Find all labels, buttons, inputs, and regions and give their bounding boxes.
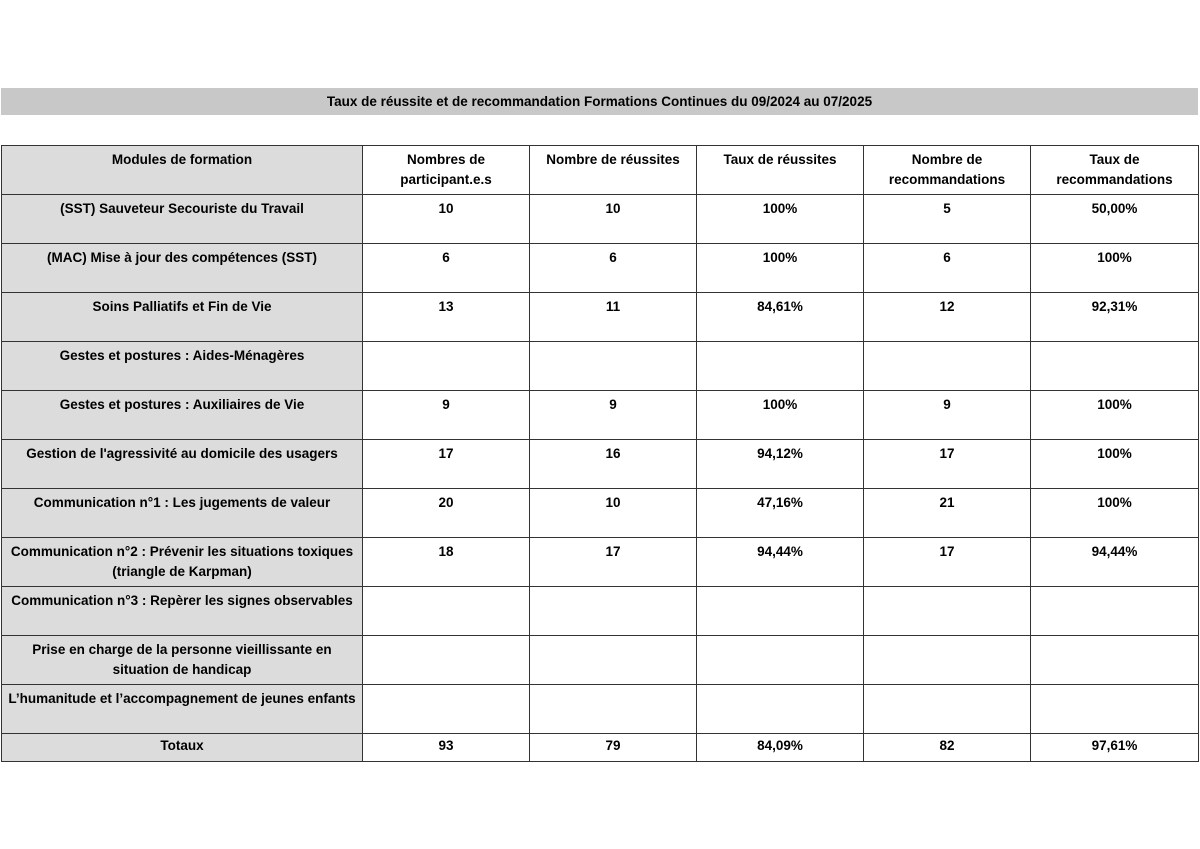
column-header-modules: Modules de formation bbox=[2, 146, 363, 195]
table-row bbox=[2, 685, 1199, 734]
recommandations-cell: 17 bbox=[864, 440, 1031, 489]
reussites-cell: 10 bbox=[530, 489, 697, 538]
column-header-participants: Nombres de participant.e.s bbox=[363, 146, 530, 195]
taux-reussites-cell bbox=[697, 636, 864, 685]
table-row bbox=[2, 195, 1199, 244]
taux-reussites-cell bbox=[697, 342, 864, 391]
reussites-cell bbox=[530, 342, 697, 391]
reussites-cell bbox=[530, 587, 697, 636]
module-name: Gestes et postures : Auxiliaires de Vie bbox=[2, 391, 363, 440]
recommandations-cell: 6 bbox=[864, 244, 1031, 293]
table-row bbox=[2, 587, 1199, 636]
reussites-cell: 9 bbox=[530, 391, 697, 440]
recommandations-cell: 9 bbox=[864, 391, 1031, 440]
reussites-cell: 17 bbox=[530, 538, 697, 587]
module-name: Communication n°2 : Prévenir les situations toxiques (triangle de Karpman) bbox=[2, 538, 363, 587]
reussites-cell bbox=[530, 636, 697, 685]
results-table bbox=[1, 145, 1199, 762]
column-header-taux-recommandations: Taux de recommandations bbox=[1031, 146, 1199, 195]
reussites-cell: 10 bbox=[530, 195, 697, 244]
total-taux-reussites: 84,09% bbox=[697, 734, 864, 762]
total-participants: 93 bbox=[363, 734, 530, 762]
taux-reussites-cell: 94,12% bbox=[697, 440, 864, 489]
table-row bbox=[2, 391, 1199, 440]
column-header-reussites: Nombre de réussites bbox=[530, 146, 697, 195]
total-reussites: 79 bbox=[530, 734, 697, 762]
module-name: (MAC) Mise à jour des compétences (SST) bbox=[2, 244, 363, 293]
participants-cell: 13 bbox=[363, 293, 530, 342]
taux-recommandations-cell: 100% bbox=[1031, 489, 1199, 538]
module-name: Communication n°1 : Les jugements de valeur bbox=[2, 489, 363, 538]
total-taux-recommandations: 97,61% bbox=[1031, 734, 1199, 762]
taux-reussites-cell bbox=[697, 685, 864, 734]
table-row bbox=[2, 489, 1199, 538]
recommandations-cell: 5 bbox=[864, 195, 1031, 244]
module-name: Soins Palliatifs et Fin de Vie bbox=[2, 293, 363, 342]
module-name: Communication n°3 : Repèrer les signes observables bbox=[2, 587, 363, 636]
taux-reussites-cell: 100% bbox=[697, 195, 864, 244]
header-row bbox=[2, 146, 1199, 195]
participants-cell: 18 bbox=[363, 538, 530, 587]
taux-recommandations-cell: 92,31% bbox=[1031, 293, 1199, 342]
table-row bbox=[2, 440, 1199, 489]
recommandations-cell: 12 bbox=[864, 293, 1031, 342]
table-row bbox=[2, 342, 1199, 391]
participants-cell: 9 bbox=[363, 391, 530, 440]
taux-reussites-cell: 100% bbox=[697, 244, 864, 293]
module-name: Gestes et postures : Aides-Ménagères bbox=[2, 342, 363, 391]
reussites-cell bbox=[530, 685, 697, 734]
recommandations-cell: 17 bbox=[864, 538, 1031, 587]
participants-cell: 17 bbox=[363, 440, 530, 489]
module-name: (SST) Sauveteur Secouriste du Travail bbox=[2, 195, 363, 244]
taux-reussites-cell: 47,16% bbox=[697, 489, 864, 538]
taux-reussites-cell: 84,61% bbox=[697, 293, 864, 342]
table-row bbox=[2, 636, 1199, 685]
recommandations-cell bbox=[864, 342, 1031, 391]
participants-cell bbox=[363, 587, 530, 636]
recommandations-cell bbox=[864, 636, 1031, 685]
reussites-cell: 16 bbox=[530, 440, 697, 489]
table-row bbox=[2, 244, 1199, 293]
totals-row bbox=[2, 734, 1199, 762]
taux-recommandations-cell: 50,00% bbox=[1031, 195, 1199, 244]
participants-cell: 20 bbox=[363, 489, 530, 538]
taux-recommandations-cell bbox=[1031, 342, 1199, 391]
totals-label: Totaux bbox=[2, 734, 363, 762]
table-row bbox=[2, 538, 1199, 587]
module-name: Gestion de l'agressivité au domicile des usagers bbox=[2, 440, 363, 489]
taux-recommandations-cell bbox=[1031, 587, 1199, 636]
recommandations-cell bbox=[864, 587, 1031, 636]
taux-recommandations-cell: 94,44% bbox=[1031, 538, 1199, 587]
participants-cell bbox=[363, 342, 530, 391]
column-header-recommandations: Nombre de recommandations bbox=[864, 146, 1031, 195]
participants-cell bbox=[363, 636, 530, 685]
taux-reussites-cell: 94,44% bbox=[697, 538, 864, 587]
total-recommandations: 82 bbox=[864, 734, 1031, 762]
table-row bbox=[2, 293, 1199, 342]
document-title: Taux de réussite et de recommandation Formations Continues du 09/2024 au 07/2025 bbox=[1, 88, 1198, 115]
taux-recommandations-cell: 100% bbox=[1031, 244, 1199, 293]
participants-cell: 6 bbox=[363, 244, 530, 293]
module-name: L’humanitude et l’accompagnement de jeunes enfants bbox=[2, 685, 363, 734]
column-header-taux-reussites: Taux de réussites bbox=[697, 146, 864, 195]
taux-reussites-cell bbox=[697, 587, 864, 636]
module-name: Prise en charge de la personne vieillissante en situation de handicap bbox=[2, 636, 363, 685]
recommandations-cell bbox=[864, 685, 1031, 734]
taux-recommandations-cell: 100% bbox=[1031, 440, 1199, 489]
recommandations-cell: 21 bbox=[864, 489, 1031, 538]
taux-recommandations-cell: 100% bbox=[1031, 391, 1199, 440]
participants-cell: 10 bbox=[363, 195, 530, 244]
reussites-cell: 6 bbox=[530, 244, 697, 293]
taux-reussites-cell: 100% bbox=[697, 391, 864, 440]
participants-cell bbox=[363, 685, 530, 734]
taux-recommandations-cell bbox=[1031, 685, 1199, 734]
taux-recommandations-cell bbox=[1031, 636, 1199, 685]
reussites-cell: 11 bbox=[530, 293, 697, 342]
